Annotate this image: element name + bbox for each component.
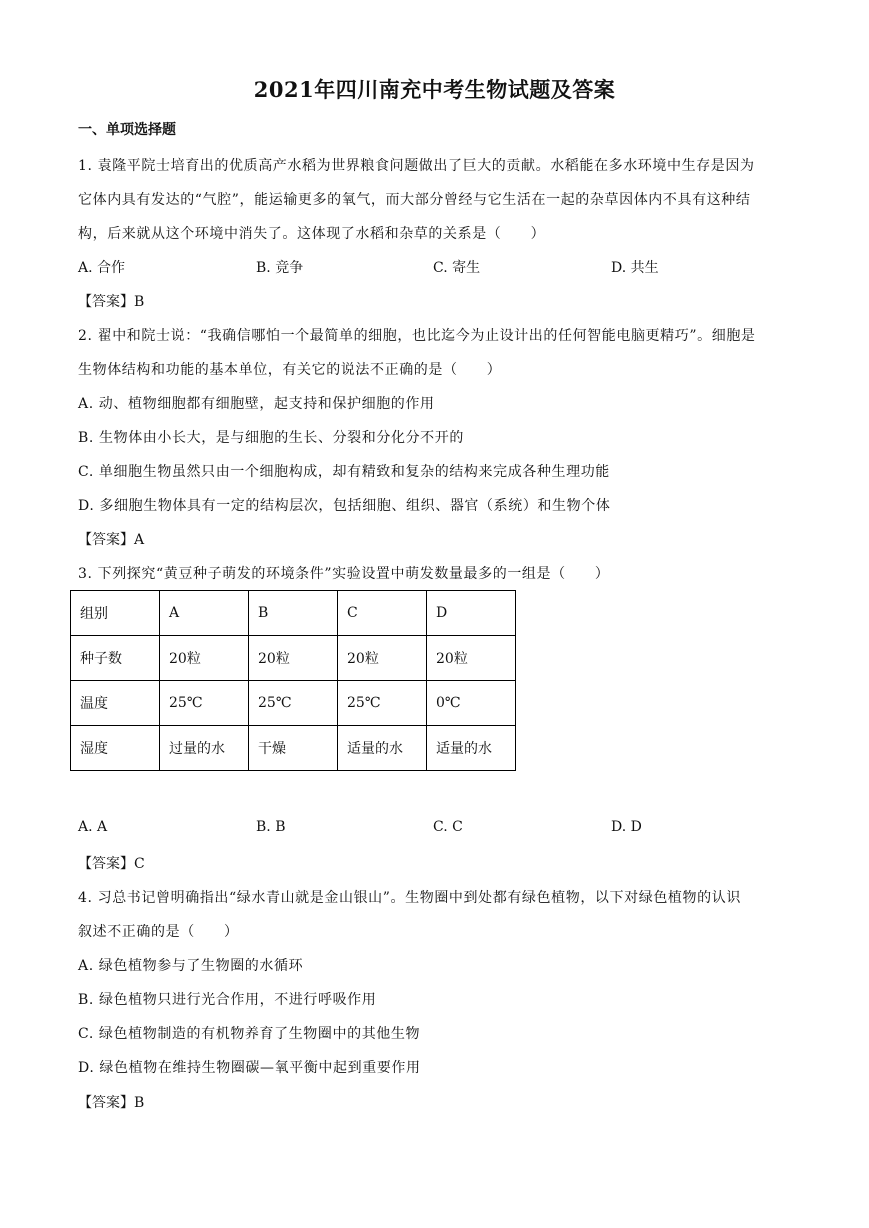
table-cell: 温度 [71,681,160,726]
q4-stem-line: 叙述不正确的是（ ） [78,924,239,940]
q2-stem-line: 生物体结构和功能的基本单位，有关它的说法不正确的是（ ） [78,362,502,378]
table-cell: B [249,591,338,636]
q4-option-d: D. 绿色植物在维持生物圈碳—氧平衡中起到重要作用 [78,1060,421,1076]
table-cell: D [427,591,516,636]
q2-option-c: C. 单细胞生物虽然只由一个细胞构成，却有精致和复杂的结构来完成各种生理功能 [78,464,610,480]
q4-stem-line: 4. 习总书记曾明确指出“绿水青山就是金山银山”。生物圈中到处都有绿色植物，以下对绿色植物的认识 [78,890,741,906]
q1-stem-line: 它体内具有发达的“气腔”，能运输更多的氧气，而大部分曾经与它生活在一起的杂草因体内不具有这种结 [78,192,751,208]
table-row [71,591,516,636]
q3-table [70,590,516,771]
table-cell: 适量的水 [427,726,516,771]
q2-option-d: D. 多细胞生物体具有一定的结构层次，包括细胞、组织、器官（系统）和生物个体 [78,498,611,514]
q1-stem-line: 构，后来就从这个环境中消失了。这体现了水稻和杂草的关系是（ ） [78,226,546,242]
table-cell: 组别 [71,591,160,636]
table-cell: 20粒 [427,636,516,681]
table-row [71,681,516,726]
q4-answer: 【答案】B [78,1095,145,1111]
table-row [71,726,516,771]
q3-option-b: B. B [256,819,286,835]
table-cell: 干燥 [249,726,338,771]
q2-answer: 【答案】A [78,532,145,548]
table-cell: 适量的水 [338,726,427,771]
table-cell: 20粒 [249,636,338,681]
page-title: 2021年四川南充中考生物试题及答案 [253,77,616,102]
table-cell: 20粒 [160,636,249,681]
q4-option-b: B. 绿色植物只进行光合作用，不进行呼吸作用 [78,992,377,1008]
table-row [71,636,516,681]
q3-stem: 3. 下列探究“黄豆种子萌发的环境条件”实验设置中萌发数量最多的一组是（ ） [78,566,610,582]
table-cell: 种子数 [71,636,160,681]
q4-option-a: A. 绿色植物参与了生物圈的水循环 [78,958,304,974]
table-cell: C [338,591,427,636]
table-cell: A [160,591,249,636]
q1-answer: 【答案】B [78,294,145,310]
section-heading: 一、单项选择题 [78,122,176,138]
q3-option-d: D. D [611,819,642,835]
table-cell: 0℃ [427,681,516,726]
table-cell: 25℃ [338,681,427,726]
q3-option-a: A. A [78,819,108,835]
q4-option-c: C. 绿色植物制造的有机物养育了生物圈中的其他生物 [78,1026,421,1042]
q1-option-d: D. 共生 [611,260,659,276]
q2-option-a: A. 动、植物细胞都有细胞壁，起支持和保护细胞的作用 [78,396,435,412]
table-cell: 25℃ [249,681,338,726]
q1-option-b: B. 竞争 [256,260,304,276]
q3-answer: 【答案】C [78,856,145,872]
q1-option-a: A. 合作 [78,260,126,276]
table-cell: 25℃ [160,681,249,726]
q2-stem-line: 2. 翟中和院士说：“我确信哪怕一个最简单的细胞，也比迄今为止设计出的任何智能电脑更精巧”。细胞是 [78,328,756,344]
table-cell: 20粒 [338,636,427,681]
q3-option-c: C. C [433,819,463,835]
table-cell: 湿度 [71,726,160,771]
q1-stem-line: 1. 袁隆平院士培育出的优质高产水稻为世界粮食问题做出了巨大的贡献。水稻能在多水环境中生存是因为 [78,158,755,174]
table-cell: 过量的水 [160,726,249,771]
q2-option-b: B. 生物体由小长大，是与细胞的生长、分裂和分化分不开的 [78,430,464,446]
q1-option-c: C. 寄生 [433,260,481,276]
